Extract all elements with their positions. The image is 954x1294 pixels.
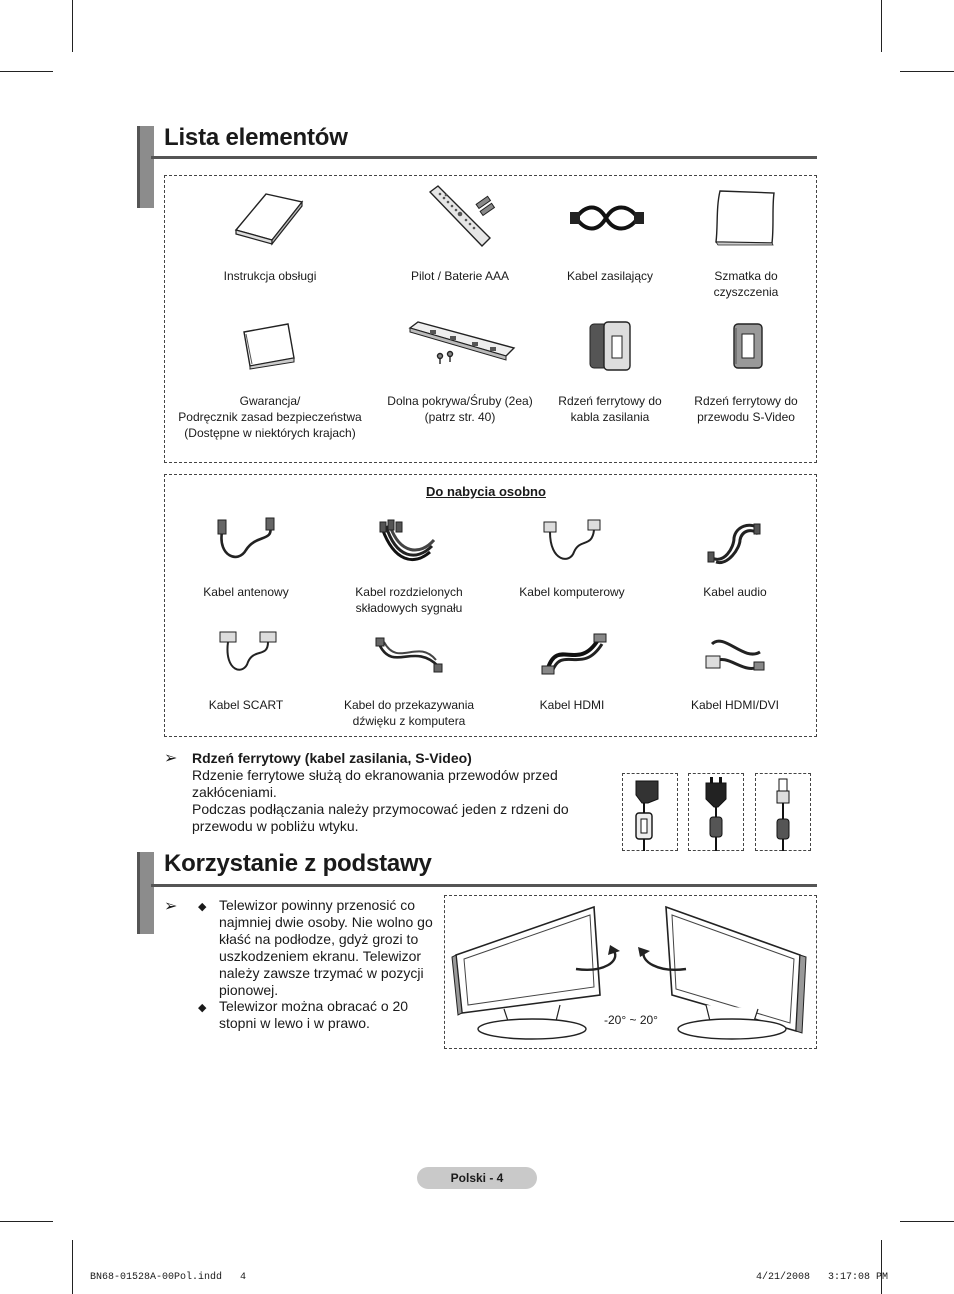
stand-instruction: Telewizor powinny przenosić co najmniej dwie osoby. Nie wolno go kłaść na podłodze, gdyż grozi to uszkodzeniem ekranu. Telewizor należy zawsze trzymać w pozycji pionowej. — [219, 897, 433, 998]
print-date-info: 4/21/2008 3:17:08 PM — [756, 1272, 889, 1283]
crop-mark — [881, 0, 882, 52]
optional-item-label: Kabel rozdzielonych składowych sygnału — [355, 585, 463, 615]
manual-icon — [232, 188, 307, 248]
svideo-plug-ferrite-icon — [755, 773, 811, 851]
remote-icon — [424, 184, 496, 250]
crop-mark — [900, 1221, 954, 1222]
section-rule — [151, 884, 817, 887]
hdmi-cable-icon — [538, 628, 608, 680]
optional-item-label: Kabel komputerowy — [519, 585, 625, 599]
antenna-cable-icon — [210, 516, 282, 568]
bullet-icon: ◆ — [198, 1002, 207, 1014]
item-label: Rdzeń ferrytowy do kabla zasilania — [558, 394, 662, 424]
item-label: Kabel zasilający — [566, 269, 654, 283]
crop-mark — [72, 1240, 73, 1294]
section-title: Lista elementów — [164, 124, 348, 151]
crop-mark — [0, 1221, 53, 1222]
hdmi-dvi-cable-icon — [704, 632, 768, 680]
ferrite-core-large-icon — [586, 318, 634, 374]
warranty-icon — [240, 320, 300, 370]
item-label: Instrukcja obsługi — [223, 269, 317, 283]
ferrite-note-text: Rdzenie ferrytowe służą do ekranowania przewodów przed zakłóceniami. — [192, 767, 558, 800]
item-label: Rdzeń ferrytowy do przewodu S-Video — [694, 394, 798, 424]
crop-mark — [72, 0, 73, 52]
page-number-badge — [417, 1167, 537, 1189]
print-file-info: BN68-01528A-00Pol.indd 4 — [90, 1272, 247, 1283]
crop-mark — [881, 1240, 882, 1294]
pc-audio-cable-icon — [374, 632, 444, 678]
item-label: Gwarancja/ Podręcznik zasad bezpieczeństwa (Dostępne w niektórych krajach) — [178, 394, 362, 440]
note-arrow: ➢ — [164, 898, 178, 915]
power-cable-icon — [568, 198, 646, 238]
optional-item-label: Kabel do przekazywania dźwięku z komputera — [343, 698, 475, 728]
section-title: Korzystanie z podstawy — [164, 850, 432, 877]
section-rule — [151, 156, 817, 159]
optional-item-label: Kabel SCART — [208, 698, 284, 712]
optional-item-label: Kabel HDMI/DVI — [690, 698, 780, 712]
ferrite-note — [192, 750, 582, 835]
pc-cable-icon — [540, 518, 604, 568]
section-bar — [137, 126, 154, 208]
ferrite-note-title: Rdzeń ferrytowy (kabel zasilania, S-Video) — [192, 750, 472, 766]
power-plug-ferrite-icon — [622, 773, 678, 851]
cloth-icon — [712, 188, 778, 246]
optional-item-label: Kabel antenowy — [203, 585, 289, 599]
optional-heading: Do nabycia osobno — [426, 484, 546, 499]
item-label: Dolna pokrywa/Śruby (2ea) (patrz str. 40) — [387, 394, 533, 424]
crop-mark — [900, 71, 954, 72]
stand-instruction: Telewizor można obracać o 20 stopni w lewo i w prawo. — [219, 998, 409, 1031]
ferrite-note-text: Podczas podłączania należy przymocować jeden z rdzeni do przewodu w pobliżu wtyku. — [192, 801, 569, 834]
page-number-label: Polski - 4 — [450, 1171, 504, 1185]
rotation-angle-label: -20° ~ 20° — [604, 1013, 658, 1027]
item-label: Pilot / Baterie AAA — [410, 269, 510, 283]
item-label: Szmatka do czyszczenia — [713, 269, 779, 299]
bullet-icon: ◆ — [198, 901, 207, 913]
audio-cable-icon — [704, 518, 764, 568]
crop-mark — [0, 71, 53, 72]
optional-item-label: Kabel audio — [703, 585, 767, 599]
ferrite-core-small-icon — [730, 320, 766, 372]
scart-cable-icon — [214, 628, 278, 680]
stand-cover-icon — [406, 318, 518, 370]
component-cable-icon — [376, 518, 440, 568]
note-arrow: ➢ — [164, 750, 178, 767]
optional-item-label: Kabel HDMI — [539, 698, 605, 712]
power-plug-ferrite-icon — [688, 773, 744, 851]
section-bar — [137, 852, 154, 934]
